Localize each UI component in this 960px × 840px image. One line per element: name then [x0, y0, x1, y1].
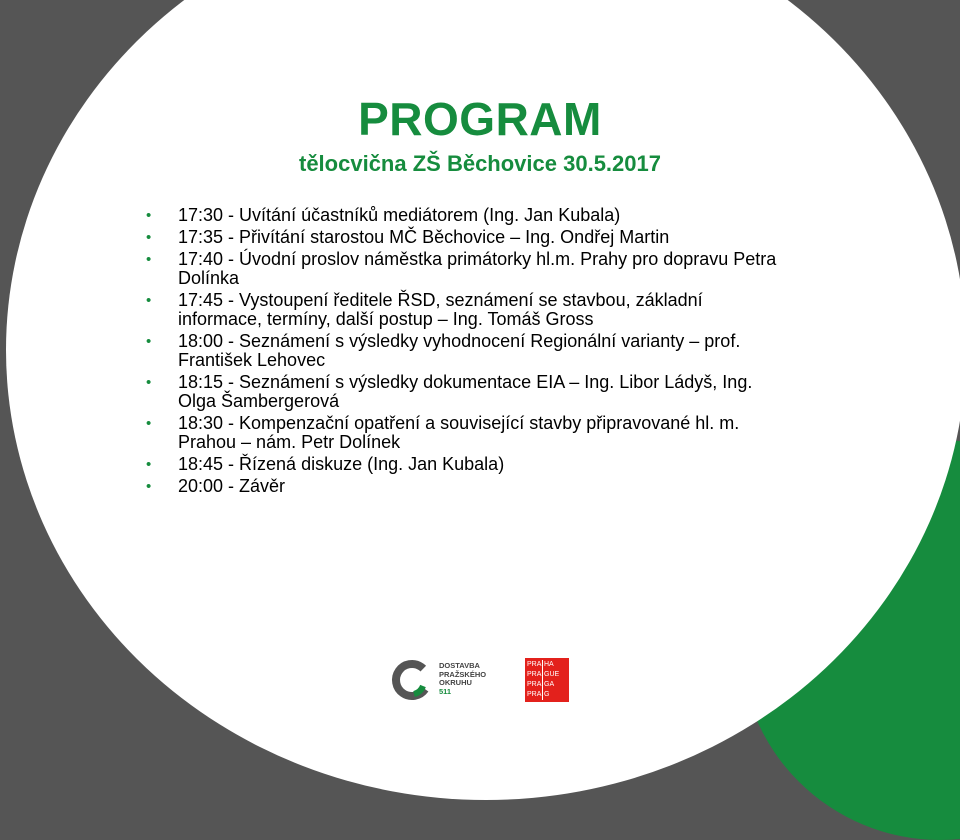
praha-logo-text: PRA HA PRA GUE PRA GA PRA G: [527, 661, 560, 698]
program-item-text: 17:45 - Vystoupení ředitele ŘSD, seznámení se stavbou, základní: [178, 290, 703, 310]
program-item: [146, 228, 866, 247]
bullet-icon: •: [146, 415, 152, 432]
program-item: [146, 477, 866, 496]
program-item: [146, 250, 866, 288]
program-item-text: 18:45 - Řízená diskuze (Ing. Jan Kubala): [178, 454, 505, 474]
program-item-text: 17:40 - Úvodní proslov náměstka primátorky hl.m. Prahy pro dopravu Petra: [178, 249, 777, 269]
program-item-text: 17:35 - Přivítání starostou MČ Běchovice – Ing. Ondřej Martin: [178, 227, 670, 247]
dpo-logo-text: DOSTAVBA PRAŽSKÉHO OKRUHU 511: [439, 661, 487, 696]
page-title: PROGRAM: [358, 93, 602, 145]
program-item: [146, 373, 866, 411]
program-item-text: 18:30 - Kompenzační opatření a související stavby připravované hl. m.: [178, 413, 740, 433]
program-item-text-continued: Prahou – nám. Petr Dolínek: [178, 432, 401, 452]
okruh-ring-icon: [390, 658, 434, 702]
program-item-text-continued: Olga Šambergerová: [178, 391, 340, 411]
dostavba-prazskeho-okruhu-logo: [390, 658, 520, 706]
program-item-text: 18:15 - Seznámení s výsledky dokumentace EIA – Ing. Libor Ládyš, Ing.: [178, 372, 753, 392]
program-item-text: 18:00 - Seznámení s výsledky vyhodnocení Regionální varianty – prof.: [178, 331, 741, 351]
program-item-text-continued: Dolínka: [178, 268, 240, 288]
program-list: [146, 206, 866, 499]
bullet-icon: •: [146, 333, 152, 350]
bullet-icon: •: [146, 374, 152, 391]
praha-logo: [525, 658, 569, 702]
program-item: [146, 414, 866, 452]
program-item: [146, 332, 866, 370]
bullet-icon: •: [146, 456, 152, 473]
bullet-icon: •: [146, 292, 152, 309]
bullet-icon: •: [146, 251, 152, 268]
program-item: [146, 455, 866, 474]
program-item-text: 20:00 - Závěr: [178, 476, 286, 496]
page-subtitle: tělocvična ZŠ Běchovice 30.5.2017: [299, 151, 661, 176]
program-item-text-continued: informace, termíny, další postup – Ing. Tomáš Gross: [178, 309, 594, 329]
bullet-icon: •: [146, 207, 152, 224]
program-item: [146, 291, 866, 329]
bullet-icon: •: [146, 229, 152, 246]
bullet-icon: •: [146, 478, 152, 495]
program-item-text: 17:30 - Uvítání účastníků mediátorem (Ing. Jan Kubala): [178, 205, 621, 225]
program-item: [146, 206, 866, 225]
program-item-text-continued: František Lehovec: [178, 350, 326, 370]
